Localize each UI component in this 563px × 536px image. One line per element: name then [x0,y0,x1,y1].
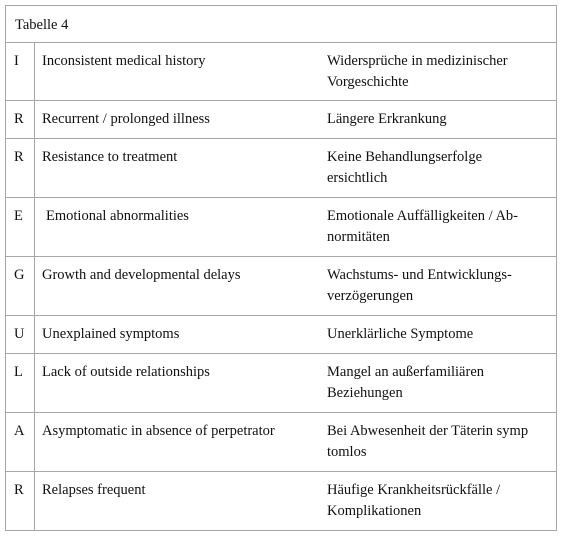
german-term [319,139,556,197]
german-term [319,101,556,138]
german-term [319,43,556,100]
german-term-line2: normitäten [327,229,390,245]
english-term: Lack of outside relationships [42,364,210,380]
english-term: Asymptomatic in absence of perpetrator [42,423,275,439]
german-term-line1: Häufige Krankheitsrückfälle / [327,482,501,498]
german-term [319,316,556,353]
german-term-line2: ersichtlich [327,170,388,186]
table-row [6,43,556,101]
german-term-line2: tomlos [327,444,367,460]
german-term-line2: Vorgeschichte [327,74,409,90]
english-term: Emotional abnormalities [46,208,189,224]
table-row [6,354,556,413]
german-term-line2: Beziehungen [327,385,403,401]
english-term: Unexplained symptoms [42,326,180,342]
english-term: Growth and developmental delays [42,267,241,283]
german-term-line1: Längere Erkrankung [327,111,447,127]
english-term: Relapses frequent [42,482,146,498]
german-term [319,354,556,412]
english-term: Recurrent / prolonged illness [42,111,210,127]
iregular-table [5,5,557,531]
acronym-letter: R [6,472,35,530]
german-term-line1: Keine Behandlungserfolge [327,149,483,165]
table-row [6,316,556,354]
german-term-line1: Wachstums- und Entwicklungs- [327,267,512,283]
german-term-line1: Emotionale Auffälligkeiten / Ab- [327,208,519,224]
english-term: Inconsistent medical history [42,53,206,69]
acronym-letter: G [6,257,35,315]
table-row [6,101,556,139]
table-row [6,472,556,530]
german-term-line2: verzögerungen [327,288,414,304]
acronym-letter: I [6,43,35,100]
acronym-letter: R [6,139,35,197]
acronym-letter: A [6,413,35,471]
table-row [6,198,556,257]
german-term [319,198,556,256]
acronym-letter: R [6,101,35,138]
acronym-letter: U [6,316,35,353]
table-caption: Tabelle 4 [6,6,556,43]
german-term [319,257,556,315]
german-term-line2: Komplikationen [327,503,422,519]
table-row [6,257,556,316]
english-term: Resistance to treatment [42,149,178,165]
table-row [6,413,556,472]
german-term-line1: Widersprüche in medizinischer [327,53,508,69]
german-term-line1: Mangel an außerfamiliären [327,364,485,380]
table-row [6,139,556,198]
acronym-letter: L [6,354,35,412]
german-term-line1: Unerklärliche Symptome [327,326,474,342]
german-term-line1: Bei Abwesenheit der Täterin symp [327,423,529,439]
acronym-letter: E [6,198,35,256]
german-term [319,472,556,530]
german-term [319,413,556,471]
